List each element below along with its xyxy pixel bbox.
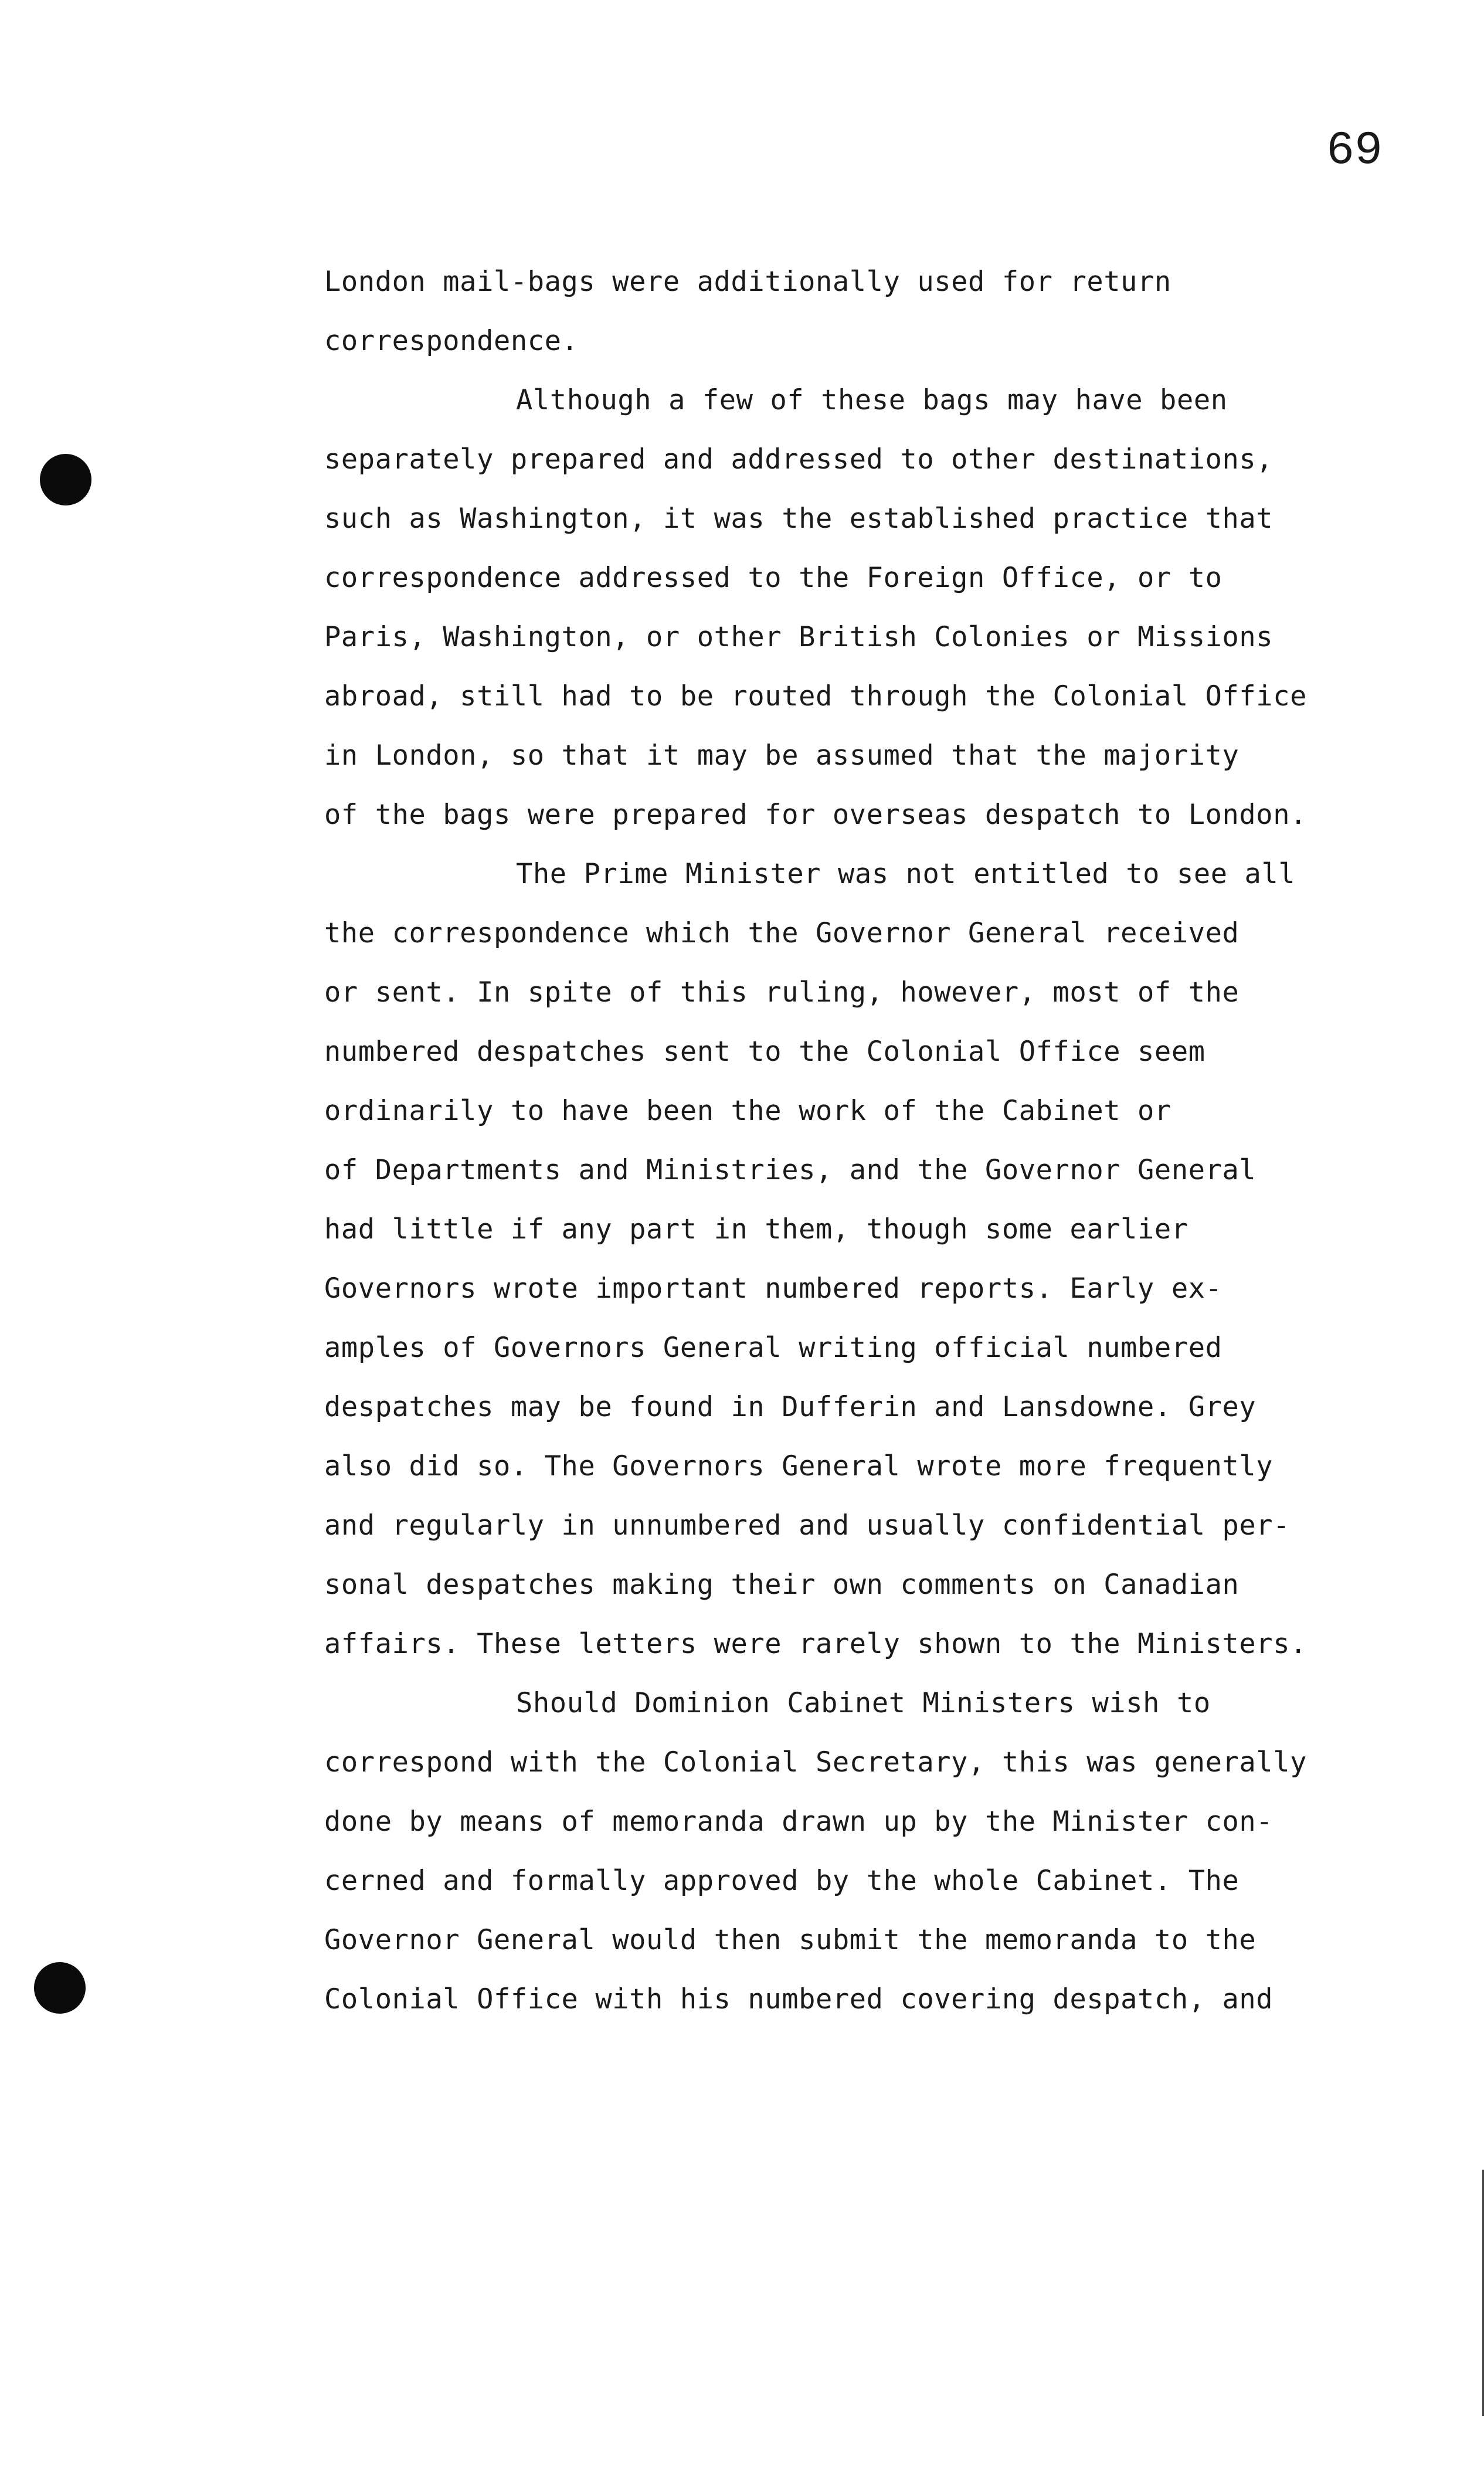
text-line: abroad, still had to be routed through the Colonial Office bbox=[324, 680, 1307, 712]
text-line: The Prime Minister was not entitled to see all bbox=[516, 858, 1296, 890]
punch-hole-bottom bbox=[34, 1962, 86, 2014]
text-line: amples of Governors General writing official numbered bbox=[324, 1332, 1222, 1364]
text-line: Colonial Office with his numbered covering despatch, and bbox=[324, 1983, 1274, 2015]
text-line: of Departments and Ministries, and the Governor General bbox=[324, 1154, 1257, 1186]
text-line: such as Washington, it was the established practice that bbox=[324, 503, 1274, 535]
text-line: also did so. The Governors General wrote more frequently bbox=[324, 1450, 1274, 1482]
punch-hole-top bbox=[40, 454, 91, 505]
page-number: 69 bbox=[1326, 124, 1383, 178]
text-line: in London, so that it may be assumed that the majority bbox=[324, 739, 1240, 772]
text-line: despatches may be found in Dufferin and Lansdowne. Grey bbox=[324, 1391, 1257, 1423]
text-line: correspondence addressed to the Foreign Office, or to bbox=[324, 562, 1222, 594]
text-line: correspond with the Colonial Secretary, this was generally bbox=[324, 1746, 1307, 1779]
text-line: Governor General would then submit the memoranda to the bbox=[324, 1924, 1257, 1956]
text-line: numbered despatches sent to the Colonial Office seem bbox=[324, 1036, 1205, 1068]
text-line: Governors wrote important numbered reports. Early ex- bbox=[324, 1272, 1222, 1305]
text-line: correspondence. bbox=[324, 325, 579, 357]
text-line: had little if any part in them, though some earlier bbox=[324, 1213, 1188, 1246]
text-line: cerned and formally approved by the whole Cabinet. The bbox=[324, 1865, 1240, 1897]
text-line: of the bags were prepared for overseas despatch to London. bbox=[324, 799, 1307, 831]
text-line: sonal despatches making their own comments on Canadian bbox=[324, 1569, 1240, 1601]
body-text bbox=[324, 252, 1356, 2029]
text-line: the correspondence which the Governor General received bbox=[324, 917, 1240, 949]
text-line: Paris, Washington, or other British Colonies or Missions bbox=[324, 621, 1274, 653]
text-line: or sent. In spite of this ruling, however, most of the bbox=[324, 976, 1240, 1009]
text-line: London mail-bags were additionally used for return bbox=[324, 266, 1171, 298]
text-line: separately prepared and addressed to other destinations, bbox=[324, 443, 1274, 476]
text-line: ordinarily to have been the work of the Cabinet or bbox=[324, 1095, 1171, 1127]
text-line: Although a few of these bags may have been bbox=[516, 384, 1228, 416]
text-line: done by means of memoranda drawn up by the Minister con- bbox=[324, 1806, 1274, 1838]
text-line: Should Dominion Cabinet Ministers wish to bbox=[516, 1687, 1211, 1719]
text-line: affairs. These letters were rarely shown to the Ministers. bbox=[324, 1628, 1307, 1660]
text-line: and regularly in unnumbered and usually confidential per- bbox=[324, 1509, 1291, 1542]
